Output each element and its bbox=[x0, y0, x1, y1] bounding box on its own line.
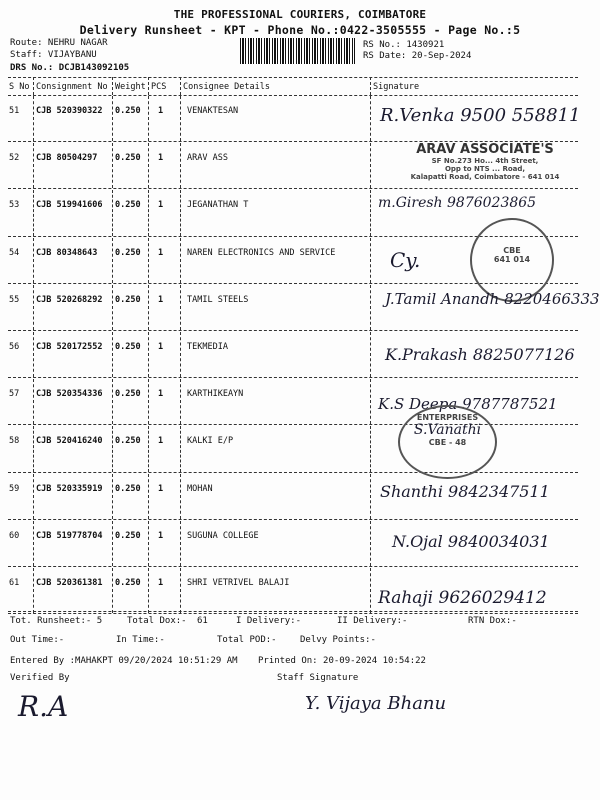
row-weight: 0.250 bbox=[115, 389, 141, 400]
row-weight: 0.250 bbox=[115, 153, 141, 164]
stamp-text: Kalapatti Road, Coimbatore - 641 014 bbox=[410, 173, 560, 181]
verified-by-label: Verified By bbox=[10, 673, 70, 683]
row-consignee: SHRI VETRIVEL BALAJI bbox=[187, 578, 290, 588]
col-divider bbox=[370, 77, 371, 95]
col-divider bbox=[112, 285, 113, 330]
row-divider bbox=[8, 377, 578, 378]
row-pcs: 1 bbox=[158, 436, 164, 447]
col-divider bbox=[33, 426, 34, 471]
col-divider bbox=[148, 426, 149, 471]
row-sno: 60 bbox=[9, 530, 20, 541]
col-divider bbox=[148, 190, 149, 235]
col-header-sno: S No bbox=[9, 82, 30, 92]
table-top-line bbox=[8, 77, 578, 78]
row-consignee: NAREN ELECTRONICS AND SERVICE bbox=[187, 247, 336, 258]
stamp-text: SF No.273 Ho... 4th Street, bbox=[431, 157, 539, 165]
col-divider bbox=[370, 238, 371, 283]
col-divider bbox=[112, 474, 113, 519]
col-divider bbox=[148, 77, 149, 95]
row-sno: 55 bbox=[9, 294, 20, 305]
staff-signature-label: Staff Signature bbox=[277, 673, 359, 683]
row-consignee: TEKMEDIA bbox=[187, 342, 228, 352]
signature-56: K.Prakash 8825077126 bbox=[385, 345, 575, 364]
signature-54: Cy. bbox=[390, 248, 421, 272]
ii-delivery-label: II Delivery:- bbox=[337, 616, 408, 626]
col-divider bbox=[180, 285, 181, 330]
verifier-signature: R.A bbox=[18, 690, 69, 723]
signature-59: Shanthi 9842347511 bbox=[380, 482, 550, 501]
col-divider bbox=[180, 190, 181, 235]
row-divider bbox=[8, 566, 578, 567]
row-divider bbox=[8, 613, 578, 614]
row-pcs: 1 bbox=[158, 342, 164, 352]
i-delivery-label: I Delivery:- bbox=[236, 616, 302, 626]
col-divider bbox=[33, 190, 34, 235]
col-divider bbox=[180, 96, 181, 141]
row-pcs: 1 bbox=[158, 483, 164, 494]
arav-associates-stamp bbox=[390, 142, 580, 190]
col-divider bbox=[33, 285, 34, 330]
signature-61: Rahaji 9626029412 bbox=[378, 588, 547, 608]
col-divider bbox=[370, 379, 371, 424]
col-divider bbox=[112, 568, 113, 613]
header-bottom-line bbox=[8, 95, 578, 96]
total-dox-label: Total Dox:- bbox=[127, 616, 187, 626]
row-sno: 56 bbox=[9, 342, 20, 352]
col-divider bbox=[180, 379, 181, 424]
col-divider bbox=[148, 285, 149, 330]
col-divider bbox=[112, 379, 113, 424]
row-consignee: TAMIL STEELS bbox=[187, 294, 249, 305]
col-divider bbox=[33, 238, 34, 283]
row-consignee: JEGANATHAN T bbox=[187, 200, 249, 211]
row-weight: 0.250 bbox=[115, 294, 141, 305]
rs-number: RS No.: 1430921 bbox=[363, 40, 445, 50]
col-header-pcs: PCS bbox=[151, 82, 167, 92]
col-divider bbox=[370, 143, 371, 188]
stamp-text: Opp to NTS ... Road, bbox=[444, 165, 526, 173]
col-divider bbox=[148, 379, 149, 424]
row-divider bbox=[8, 519, 578, 520]
col-divider bbox=[33, 379, 34, 424]
col-divider bbox=[148, 474, 149, 519]
col-divider bbox=[370, 474, 371, 519]
col-divider bbox=[180, 238, 181, 283]
signature-57: K.S Deepa 9787787521 bbox=[378, 395, 558, 413]
col-divider bbox=[180, 143, 181, 188]
row-consignment-no: CJB 520390322 bbox=[36, 106, 103, 116]
col-divider bbox=[112, 238, 113, 283]
col-divider bbox=[33, 332, 34, 377]
staff-label: Staff: VIJAYBANU bbox=[10, 50, 97, 60]
col-divider bbox=[112, 190, 113, 235]
row-consignee: KALKI E/P bbox=[187, 436, 234, 447]
row-sno: 59 bbox=[9, 483, 20, 494]
col-divider bbox=[33, 521, 34, 566]
col-divider bbox=[148, 568, 149, 613]
row-sno: 51 bbox=[9, 106, 20, 116]
signature-53: m.Giresh 9876023865 bbox=[378, 195, 537, 211]
company-title: THE PROFESSIONAL COURIERS, COIMBATORE bbox=[173, 8, 427, 21]
route-label: Route: NEHRU NAGAR bbox=[10, 38, 108, 48]
col-divider bbox=[33, 568, 34, 613]
stamp-text: 641 014 bbox=[493, 255, 531, 264]
row-weight: 0.250 bbox=[115, 247, 141, 258]
col-divider bbox=[370, 521, 371, 566]
row-weight: 0.250 bbox=[115, 200, 141, 211]
row-consignment-no: CJB 520335919 bbox=[36, 483, 103, 494]
entered-by: Entered By :MAHAKPT 09/20/2024 10:51:29 AM bbox=[10, 656, 238, 666]
runsheet-title: Delivery Runsheet - KPT - Phone No.:0422-3505555 - Page No.:5 bbox=[79, 23, 521, 37]
col-divider bbox=[180, 568, 181, 613]
col-divider bbox=[370, 426, 371, 471]
col-divider bbox=[370, 568, 371, 613]
total-dox-value: 61 bbox=[197, 616, 208, 626]
col-divider bbox=[180, 474, 181, 519]
col-header-consignment: Consignment No bbox=[36, 82, 108, 92]
row-consignee: MOHAN bbox=[187, 483, 213, 494]
col-header-weight: Weight bbox=[115, 82, 146, 92]
row-consignment-no: CJB 520268292 bbox=[36, 294, 103, 305]
rtn-dox-label: RTN Dox:- bbox=[468, 616, 517, 626]
staff-handwritten-signature: Y. Vijaya Bhanu bbox=[305, 693, 447, 714]
col-divider bbox=[370, 190, 371, 235]
row-divider bbox=[8, 330, 578, 331]
row-weight: 0.250 bbox=[115, 436, 141, 447]
delvy-points-label: Delvy Points:- bbox=[300, 635, 376, 645]
row-divider bbox=[8, 472, 578, 473]
col-divider bbox=[148, 521, 149, 566]
row-sno: 57 bbox=[9, 389, 20, 400]
row-sno: 53 bbox=[9, 200, 20, 211]
col-divider bbox=[180, 332, 181, 377]
row-weight: 0.250 bbox=[115, 106, 141, 116]
col-divider bbox=[148, 238, 149, 283]
col-divider bbox=[33, 143, 34, 188]
col-divider bbox=[370, 96, 371, 141]
row-pcs: 1 bbox=[158, 247, 164, 258]
col-divider bbox=[112, 77, 113, 95]
col-header-signature: Signature bbox=[373, 82, 420, 92]
row-consignment-no: CJB 519941606 bbox=[36, 200, 103, 211]
col-divider bbox=[180, 77, 181, 95]
row-weight: 0.250 bbox=[115, 342, 141, 352]
row-pcs: 1 bbox=[158, 294, 164, 305]
row-consignee: ARAV ASS bbox=[187, 153, 228, 164]
row-pcs: 1 bbox=[158, 106, 164, 116]
stamp-text: ARAV ASSOCIATE'S bbox=[416, 142, 554, 157]
col-divider bbox=[33, 77, 34, 95]
row-consignment-no: CJB 80348643 bbox=[36, 247, 98, 258]
col-divider bbox=[112, 143, 113, 188]
row-sno: 54 bbox=[9, 247, 20, 258]
row-pcs: 1 bbox=[158, 153, 164, 164]
col-divider bbox=[148, 332, 149, 377]
col-header-consignee: Consignee Details bbox=[183, 82, 270, 92]
row-consignment-no: CJB 520361381 bbox=[36, 578, 103, 588]
row-sno: 61 bbox=[9, 578, 20, 588]
stamp-text: CBE bbox=[503, 246, 521, 255]
row-sno: 58 bbox=[9, 436, 20, 447]
drs-number: DRS No.: DCJB143092105 bbox=[10, 63, 130, 73]
row-pcs: 1 bbox=[158, 200, 164, 211]
row-pcs: 1 bbox=[158, 389, 164, 400]
rs-date: RS Date: 20-Sep-2024 bbox=[363, 51, 472, 61]
col-divider bbox=[33, 474, 34, 519]
row-weight: 0.250 bbox=[115, 530, 141, 541]
row-consignment-no: CJB 520354336 bbox=[36, 389, 103, 400]
table-bottom-line bbox=[8, 611, 578, 612]
row-consignment-no: CJB 520172552 bbox=[36, 342, 103, 352]
col-divider bbox=[112, 96, 113, 141]
stamp-text: ENTERPRISES bbox=[416, 413, 479, 422]
row-sno: 52 bbox=[9, 153, 20, 164]
row-consignment-no: CJB 520416240 bbox=[36, 436, 103, 447]
col-divider bbox=[180, 521, 181, 566]
total-pod-label: Total POD:- bbox=[217, 635, 277, 645]
row-consignee: VENAKTESAN bbox=[187, 106, 239, 116]
col-divider bbox=[148, 96, 149, 141]
row-weight: 0.250 bbox=[115, 483, 141, 494]
barcode bbox=[240, 38, 355, 64]
col-divider bbox=[112, 332, 113, 377]
row-pcs: 1 bbox=[158, 530, 164, 541]
row-consignee: KARTHIKEAYN bbox=[187, 389, 244, 400]
signature-51: R.Venka 9500 558811 bbox=[380, 105, 581, 126]
out-time-label: Out Time:- bbox=[10, 635, 65, 645]
col-divider bbox=[370, 332, 371, 377]
col-divider bbox=[148, 143, 149, 188]
stamp-text: CBE - 48 bbox=[428, 438, 467, 447]
row-consignee: SUGUNA COLLEGE bbox=[187, 530, 259, 541]
col-divider bbox=[180, 426, 181, 471]
signature-55: J.Tamil Anandh 8220466333 bbox=[385, 290, 600, 308]
row-weight: 0.250 bbox=[115, 578, 141, 588]
total-runsheet: Tot. Runsheet:- 5 bbox=[10, 616, 103, 626]
col-divider bbox=[370, 285, 371, 330]
signature-58: S.Vanathi bbox=[413, 422, 482, 438]
in-time-label: In Time:- bbox=[116, 635, 165, 645]
col-divider bbox=[33, 96, 34, 141]
col-divider bbox=[112, 521, 113, 566]
row-consignment-no: CJB 80504297 bbox=[36, 153, 98, 164]
kalki-enterprises-stamp bbox=[398, 405, 497, 479]
printed-on: Printed On: 20-09-2024 10:54:22 bbox=[258, 656, 426, 666]
row-pcs: 1 bbox=[158, 578, 164, 588]
row-consignment-no: CJB 519778704 bbox=[36, 530, 103, 541]
col-divider bbox=[112, 426, 113, 471]
signature-60: N.Ojal 9840034031 bbox=[392, 532, 550, 551]
